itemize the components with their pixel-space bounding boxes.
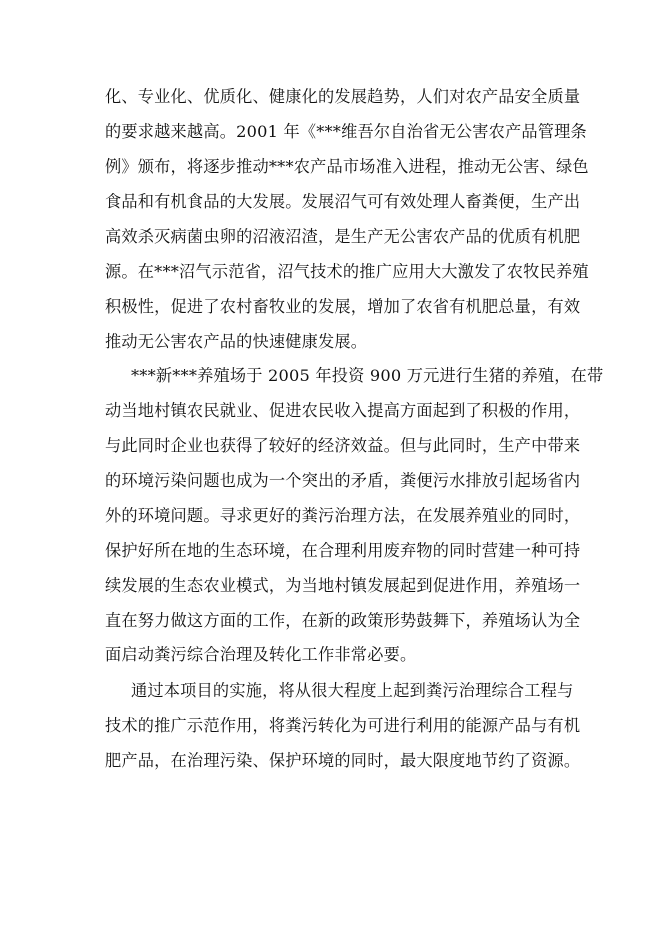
text-line: ***新***养殖场于 2005 年投资 900 万元进行生猪的养殖，在带: [131, 366, 604, 385]
text-line: 技术的推广示范作用，将粪污转化为可进行利用的能源产品与有机: [105, 716, 581, 735]
text-line: 例》颁布，将逐步推动***农产品市场准入进程，推动无公害、绿色: [105, 157, 589, 176]
text-line: 化、专业化、优质化、健康化的发展趋势，人们对农产品安全质量: [105, 87, 581, 106]
text-line: 积极性，促进了农村畜牧业的发展，增加了农省有机肥总量，有效: [105, 297, 581, 316]
text-line: 推动无公害农产品的快速健康发展。: [105, 332, 368, 351]
text-line: 与此同时企业也获得了较好的经济效益。但与此同时，生产中带来: [105, 436, 581, 455]
text-line: 面启动粪污综合治理及转化工作非常必要。: [105, 645, 417, 664]
text-line: 食品和有机食品的大发展。发展沼气可有效处理人畜粪便，生产出: [105, 192, 581, 211]
text-line: 动当地村镇农民就业、促进农民收入提高方面起到了积极的作用，: [105, 401, 581, 420]
text-line: 外的环境问题。寻求更好的粪污治理方法，在发展养殖业的同时，: [105, 506, 581, 525]
text-line: 的环境污染问题也成为一个突出的矛盾，粪便污水排放引起场省内: [105, 471, 581, 490]
text-line: 通过本项目的实施，将从很大程度上起到粪污治理综合工程与: [131, 681, 574, 700]
text-line: 直在努力做这方面的工作，在新的政策形势鼓舞下，养殖场认为全: [105, 611, 581, 630]
text-line: 保护好所在地的生态环境，在合理利用废弃物的同时营建一种可持: [105, 541, 581, 560]
text-line: 的要求越来越高。2001 年《***维吾尔自治省无公害农产品管理条: [105, 122, 587, 141]
text-line: 续发展的生态农业模式，为当地村镇发展起到促进作用，养殖场一: [105, 576, 581, 595]
text-line: 肥产品，在治理污染、保护环境的同时，最大限度地节约了资源。: [105, 751, 581, 770]
text-line: 高效杀灭病菌虫卵的沼液沼渣，是生产无公害农产品的优质有机肥: [105, 227, 581, 246]
text-line: 源。在***沼气示范省，沼气技术的推广应用大大激发了农牧民养殖: [105, 262, 589, 281]
